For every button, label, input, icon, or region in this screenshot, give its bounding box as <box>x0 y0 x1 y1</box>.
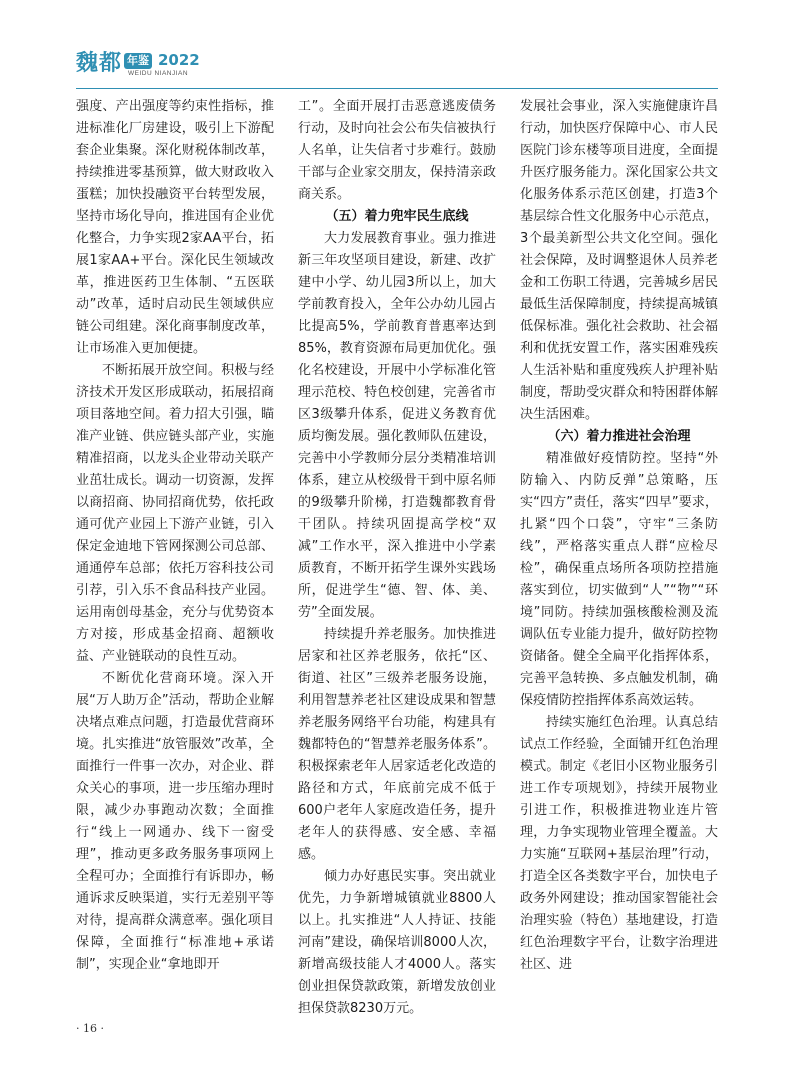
logo-subtitle: WEIDU NIANJIAN <box>128 70 189 77</box>
text-column-1 <box>76 96 274 1056</box>
paragraph-text: 强度、产出强度等约束性指标，推进标准化厂房建设，吸引上下游配套企业集聚。深化财税体制改革，持续推进零基预算，做大财政收入蛋糕；加快投融资平台转型发展，坚持市场化导向，推进国有企业优化整合，力争实现2家AA平台，拓展1家AA+平台。深化民生领域改革，推进医药卫生体制、“五医联动”改革，适时启动民生领域供应链公司组建。深化商事制度改革，让市场准入更加便捷。 <box>76 99 274 356</box>
section-heading: （五）着力兜牢民生底线 <box>325 209 469 224</box>
paragraph <box>76 668 274 976</box>
paragraph-text: 发展社会事业，深入实施健康许昌行动，加快医疗保障中心、市人民医院门诊东楼等项目进度，全面提升医疗服务能力。深化国家公共文化服务体系示范区创建，打造3个基层综合性文化服务中心示范点，3个最美新型公共文化空间。强化社会保障，及时调整退休人员养老金和工伤职工待遇，完善城乡居民最低生活保障制度，持续提高城镇低保标准。强化社会救助、社会福利和优抚安置工作，落实困难残疾人生活补贴和重度残疾人护理补贴制度，帮助受灾群众和特困群体解决生活困难。 <box>520 99 718 422</box>
text-column-2 <box>298 96 496 1056</box>
paragraph-lead: 精准做好疫情防控。 <box>546 451 670 466</box>
paragraph <box>298 624 496 866</box>
paragraph-text: 突出就业优先，力争新增城镇就业8800人以上。扎实推进“人人持证、技能河南”建设，确保培训8000人次，新增高级技能人才4000人。落实创业担保贷款政策，新增发放创业担保贷款8230万元。 <box>298 869 496 1016</box>
logo-badge: 年鉴 <box>124 53 152 69</box>
paragraph-lead: 不断优化营商环境。 <box>102 671 233 686</box>
paragraph-lead: 大力发展教育事业。 <box>324 231 444 246</box>
paragraph-text: 坚持“外防输入、内防反弹”总策略，压实“四方”责任，落实“四早”要求，扎紧“四个口袋”，守牢“三条防线”，严格落实重点人群“应检尽检”，确保重点场所各项防控措施落实到位，切实做到“人”“物”“环境”同防。持续加强核酸检测及流调队伍专业能力提升，做好防控物资储备。健全全扁平化指挥体系，完善平急转换、多点触发机制，确保疫情防控指挥体系高效运转。 <box>520 451 718 708</box>
paragraph-lead: 持续实施红色治理。 <box>546 715 666 730</box>
paragraph-text: 积极与经济技术开发区形成联动，拓展招商项目落地空间。着力招大引强，瞄准产业链、供应链头部产业，实施精准招商，以龙头企业带动关联产业茁壮成长。调动一切资源，发挥以商招商、协同招商优势，依托政通可优产业园上下游产业链，引入保定金迪地下管网探测公司总部、通通停车总部；依托万容科技公司引荐，引入乐不食品科技产业园。运用南创母基金，充分与优势资本方对接，形成基金招商、超额收益、产业链联动的良性互动。 <box>76 363 274 664</box>
paragraph <box>298 228 496 624</box>
paragraph-lead: 不断拓展开放空间。 <box>102 363 222 378</box>
paragraph <box>520 712 718 976</box>
logo-title: 魏都 <box>76 50 123 76</box>
section-heading: （六）着力推进社会治理 <box>547 429 691 444</box>
paragraph-text: 强力推进新三年攻坚项目建设，新建、改扩建中小学、幼儿园3所以上，加大学前教育投入，全年公办幼儿园占比提高5%，学前教育普惠率达到85%，教育资源布局更加优化。强化名校建设，开展中小学标准化管理示范校、特色校创建，完善省市区3级攀升体系，促进义务教育优质均衡发展。强化教师队伍建设，完善中小学教师分层分类精准培训体系，建立从校级骨干到中原名师的9级攀升阶梯，打造魏都教育骨干团队。持续巩固提高学校“双减”工作水平，深入推进中小学素质教育，不断开拓学生课外实践场所，促进学生“德、智、体、美、劳”全面发展。 <box>298 231 496 620</box>
paragraph-lead: 倾力办好惠民实事。 <box>324 869 444 884</box>
paragraph-text: 认真总结试点工作经验，全面铺开红色治理模式。制定《老旧小区物业服务引进工作专项规划》，持续开展物业引进工作，积极推进物业连片管理，力争实现物业管理全覆盖。大力实施“互联网+基层治理”行动，打造全区各类数字平台，加快电子政务外网建设；推动国家智能社会治理实验（特色）基地建设，打造红色治理数字平台，让数字治理进社区、进 <box>520 715 718 972</box>
paragraph-continuation <box>298 96 496 206</box>
paragraph-continuation <box>76 96 274 360</box>
header-divider <box>76 88 718 89</box>
text-column-3 <box>520 96 718 1056</box>
paragraph-lead: 持续提升养老服务。 <box>324 627 444 642</box>
page-number: · 16 · <box>76 1022 104 1035</box>
paragraph-text: 工”。全面开展打击恶意逃废债务行动，及时向社会公布失信被执行人名单，让失信者寸步难行。鼓励干部与企业家交朋友，保持清亲政商关系。 <box>298 99 496 202</box>
logo-year: 2022 <box>158 51 200 69</box>
paragraph-text: 加快推进居家和社区养老服务，依托“区、街道、社区”三级养老服务设施，利用智慧养老社区建设成果和智慧养老服务网络平台功能，构建具有魏都特色的“智慧养老服务体系”。积极探索老年人居家适老化改造的路径和方式，年底前完成不低于600户老年人家庭改造任务，提升老年人的获得感、安全感、幸福感。 <box>298 627 496 862</box>
paragraph <box>298 866 496 1020</box>
paragraph <box>520 448 718 712</box>
header-logo <box>76 50 216 84</box>
paragraph-continuation <box>520 96 718 426</box>
paragraph-text: 深入开展“万人助万企”活动，帮助企业解决堵点难点问题，打造最优营商环境。扎实推进“放管服效”改革，全面推行一件事一次办，对企业、群众关心的事项，进一步压缩办理时限，减少办事跑动次数；全面推行“线上一网通办、线下一窗受理”，推动更多政务服务事项网上全程可办；全面推行有诉即办，畅通诉求反映渠道，实行无差别平等对待，提高群众满意率。强化项目保障，全面推行“标准地+承诺制”，实现企业“拿地即开 <box>76 671 274 972</box>
paragraph <box>76 360 274 668</box>
